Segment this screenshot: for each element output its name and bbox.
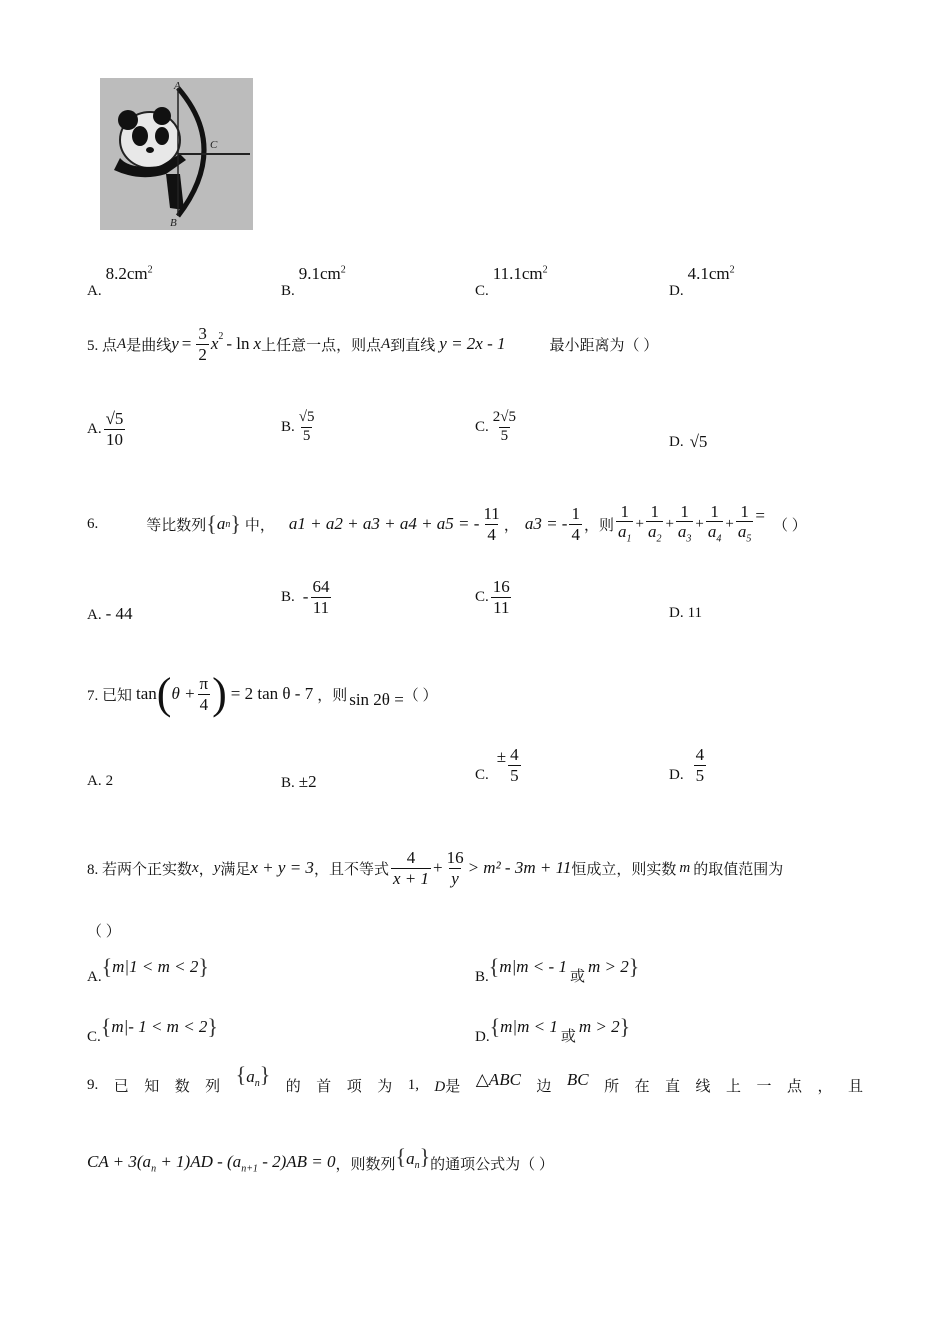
question-7-stem: 7. 已知 tan ( θ + $\frac{\pi}{4}$ ) = 2 tan θ - 7 ，则 sin 2θ = （ ） [87,669,438,718]
vector-equation: CA + $3(a_n + 1)AD - (a_{n+1} - 2)AB = 0$ [87,1152,336,1175]
question-9-stem-line2: CA + $3(a_n + 1)AD - (a_{n+1} - 2)AB = 0$ ，则数列 $\{a_n\}$ 的通项公式为（ ） [87,1144,554,1175]
label-c: C [210,139,218,151]
question-8-stem: 8. 若两个正实数 x ， y 满足 x + y = 3 ，且不等式 $\frac{4}{x + 1}$ + $\frac{16}{y}$ > m² - 3m + 11 恒成立，则实数 m 的取值范围为 [87,847,784,888]
label-a: A [174,80,181,92]
q6-option-b[interactable]: B. - $\frac{64}{11}$ [281,577,330,617]
panda-bow-image [100,78,253,230]
question-9-stem-line1: 9. 已 知 数 列 $\{a_n\}$ 的 首 项 为 1, D是 △ABC 边 BC 所 在 直 线 上 一 点 ， 且 [87,1062,863,1095]
q5-option-a[interactable]: A. $\frac{√5}{10}$ [87,409,124,449]
q8-option-a[interactable]: A. { m|1 < m < 2 } [87,954,209,985]
q4-option-c[interactable]: C. $11.1cm^2$ [475,264,548,299]
q5-option-d[interactable]: D. √5 [669,432,708,451]
question-8-paren: （ ） [87,924,121,940]
line-equation: y = 2x - 1 [439,334,506,354]
q4-option-a[interactable]: A. $8.2cm^2$ [87,264,153,299]
q8-option-d[interactable]: D. { m|m < 1 或 m > 2 } [475,1014,631,1045]
q6-option-a[interactable]: A. - 44 [87,604,133,623]
q7-option-c[interactable]: C. ± $\frac{4}{5}$ [475,745,519,785]
q5-option-c[interactable]: C. $\frac{2√5}{5}$ [475,409,516,444]
q6-option-d[interactable]: D. 11 [669,605,703,621]
q8-option-c[interactable]: C. { m|- 1 < m < 2 } [87,1014,218,1045]
q4-option-d[interactable]: D. $4.1cm^2$ [669,264,735,299]
curve-equation: y = $\frac{3}{2}$ x $^2$ - ln x [171,324,262,364]
question-6-stem: 6. 等比数列 { a n } 中， a1 + a2 + a3 + a4 + a5 = - $\frac{11}{4}$ ， a3 = - $\frac{1}{4}$ ，则 $\frac{1}{a_1}$ + $\frac{1}{a_2}$ + $\frac{1}{a_3}$ + $\frac{1}{a_4}$ + $\frac{1}{a_5}$ = （ ） [87,501,807,545]
label-b: B [170,217,177,229]
q4-option-b[interactable]: B. $9.1cm^2$ [281,264,346,299]
q7-option-a[interactable]: A. 2 [87,773,114,789]
q7-option-b[interactable]: B. ±2 [281,772,317,791]
q8-option-b[interactable]: B. { m|m < - 1 或 m > 2 } [475,954,640,985]
panda-archer-figure [100,78,253,230]
question-5-stem: 5. 点 A 是曲线 y = $\frac{3}{2}$ x $^2$ - ln x 上任意一点，则点 A 到直线 y = 2x - 1 最小距离为（ ） [87,324,659,364]
q7-option-d[interactable]: D. $\frac{4}{5}$ [669,745,705,785]
q5-option-b[interactable]: B. $\frac{√5}{5}$ [281,409,315,444]
q6-option-c[interactable]: C. $\frac{16}{11}$ [475,577,510,617]
